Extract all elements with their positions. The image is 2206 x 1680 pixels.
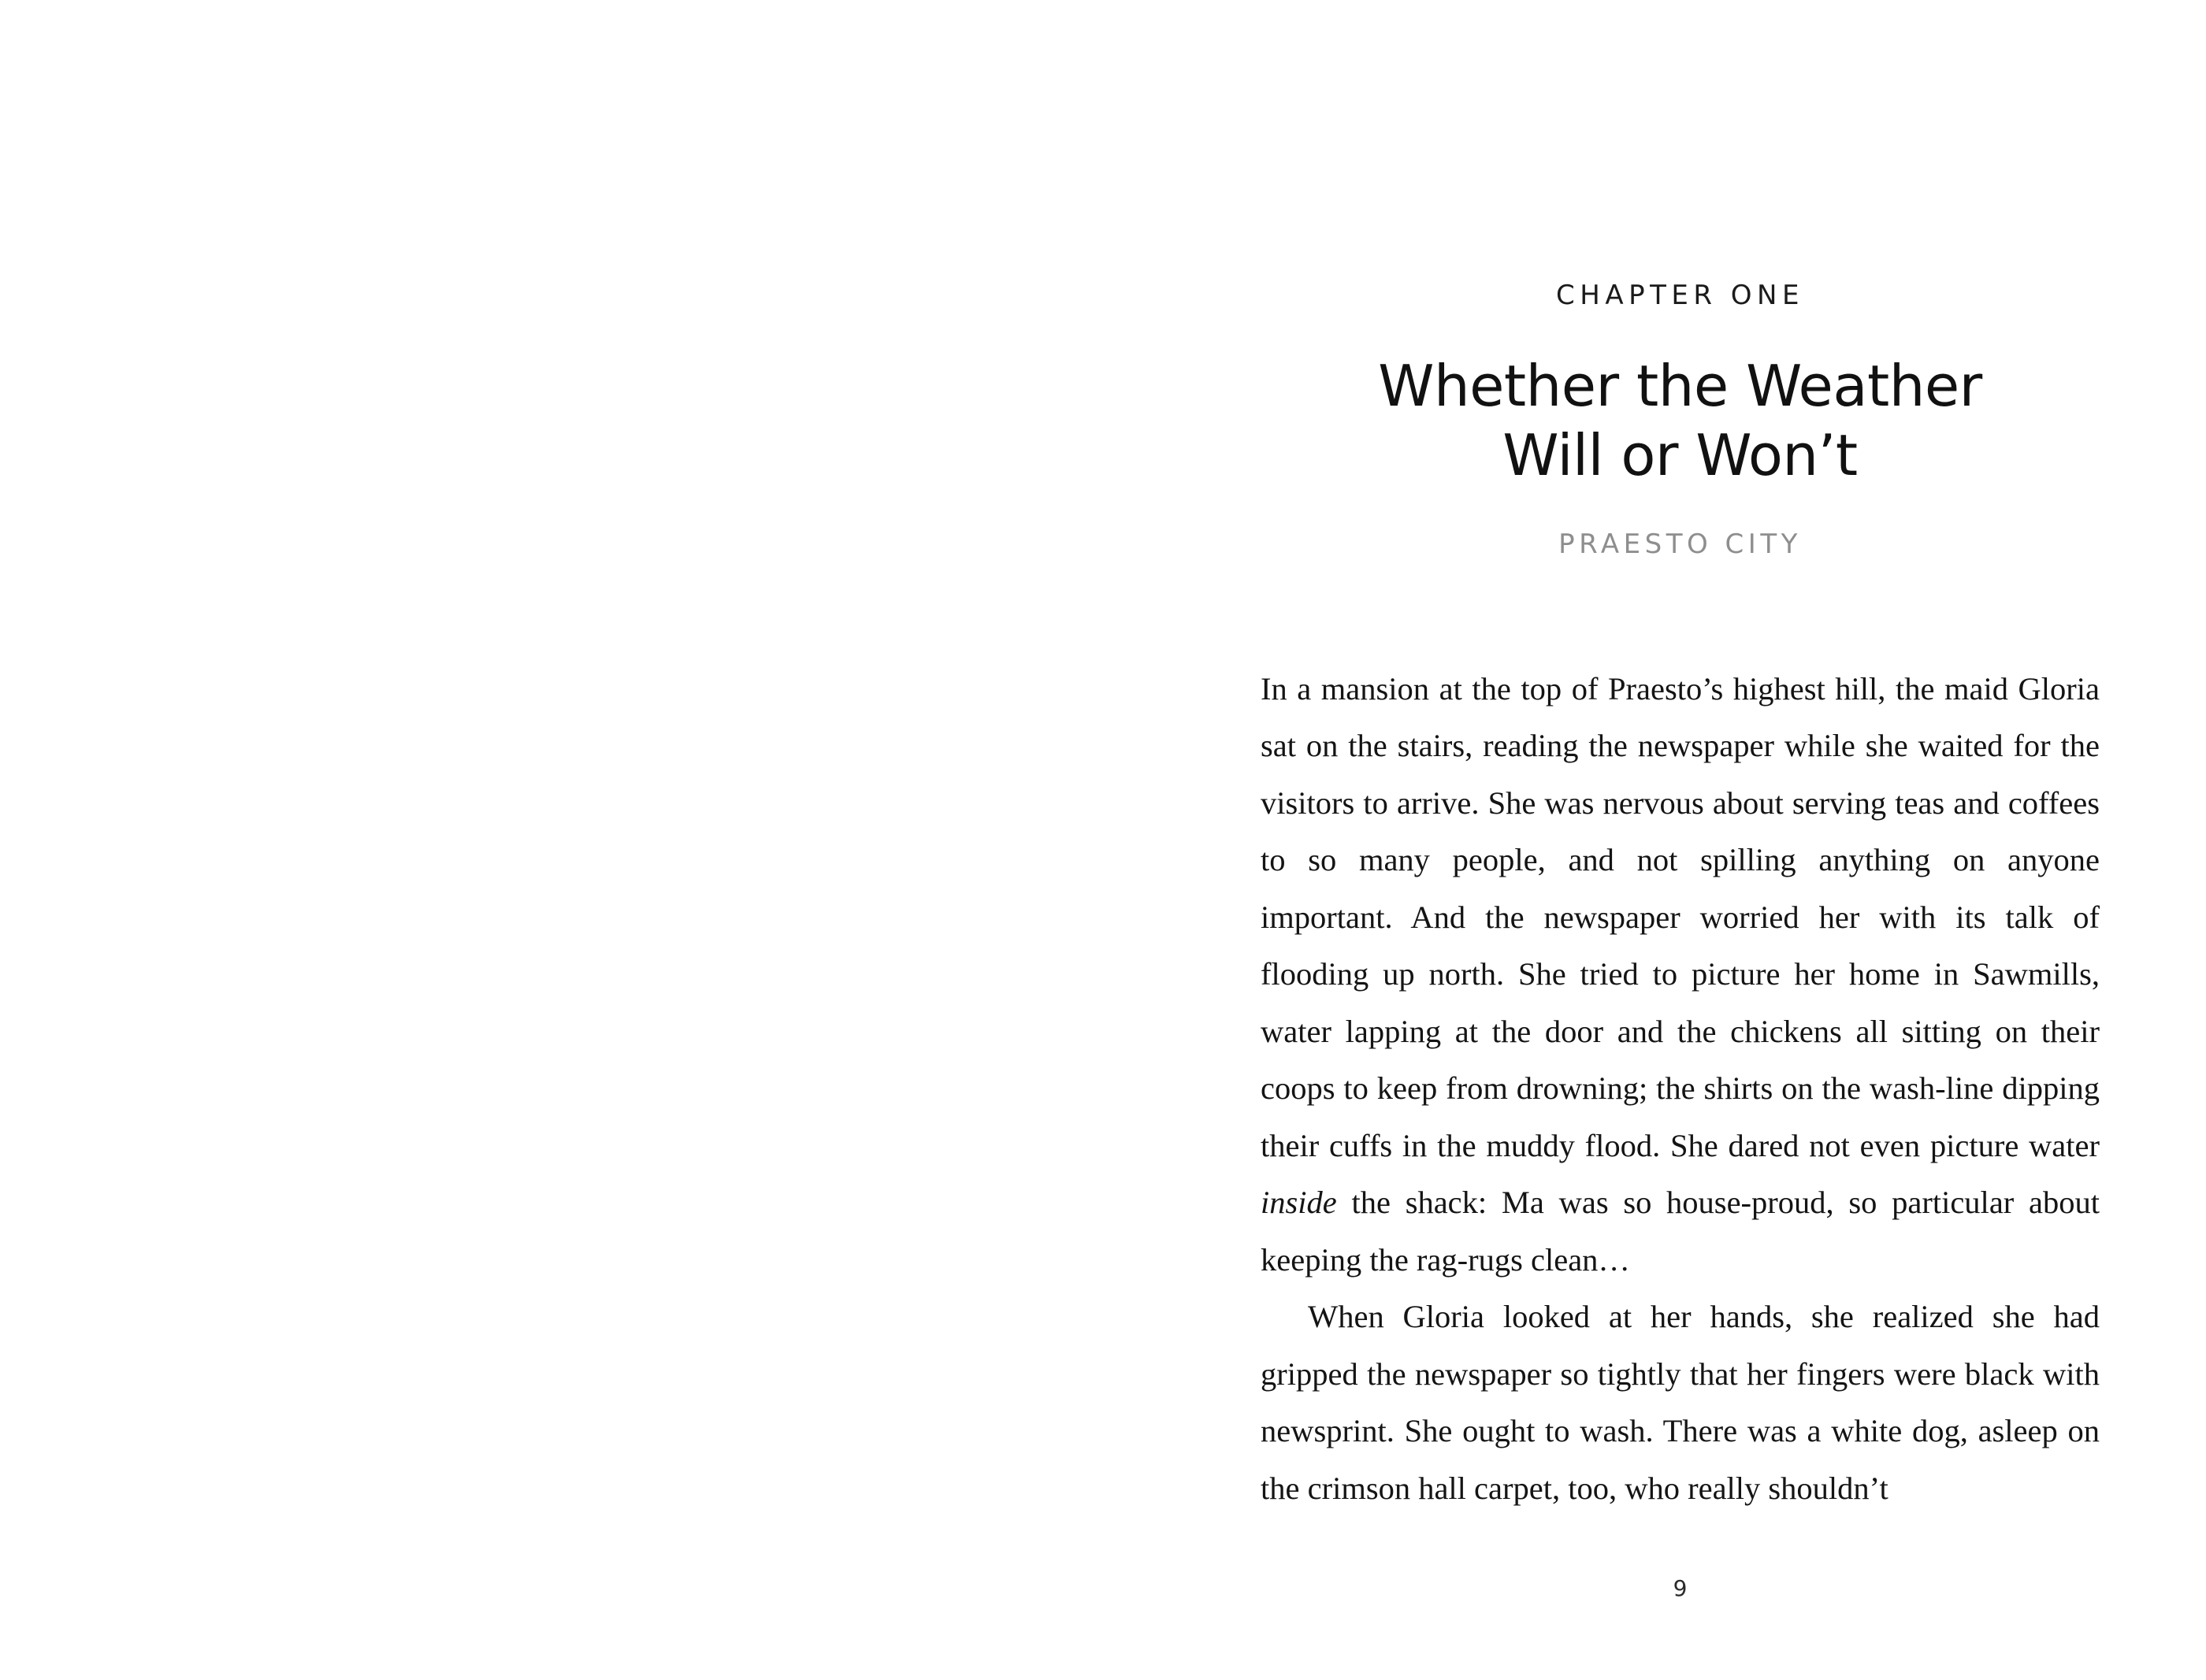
chapter-label: CHAPTER ONE bbox=[1556, 280, 1804, 311]
paragraph-two: When Gloria looked at her hands, she realized she had gripped the newspaper so tightly that her fingers were black with newsprint. She ought to wash. There was a white dog, asleep on the crimson hall carpet, too, who really shouldn’t bbox=[1261, 1299, 2100, 1506]
chapter-title-line-1: Whether the Weather bbox=[1378, 353, 1982, 419]
chapter-title-line-2: Will or Won’t bbox=[1502, 421, 1858, 488]
page-content bbox=[1261, 0, 2100, 1680]
paragraph-one-part-two: the shack: Ma was so house-proud, so particular about keeping the rag-rugs clean… bbox=[1261, 1185, 2100, 1278]
page-title bbox=[1261, 352, 2100, 491]
paragraph-one-emphasis: inside bbox=[1261, 1185, 1337, 1221]
paragraph-one-part-one: In a mansion at the top of Praesto’s highest hill, the maid Gloria sat on the stairs, reading the newspaper while she waited for the visitors to arrive. She was nervous about serving teas and coffees to so many people, and not spilling anything on anyone important. And the newspaper worried her with its talk of flooding up north. She tried to picture her home in Sawmills, water lapping at the door and the chickens all sitting on their coops to keep from drowning; the shirts on the wash-line dipping their cuffs in the muddy flood. She dared not even picture water bbox=[1261, 670, 2100, 1163]
page-number: 9 bbox=[1673, 1575, 1688, 1601]
chapter-subtitle: PRAESTO CITY bbox=[1558, 528, 1802, 560]
page-right bbox=[1103, 0, 2206, 1680]
body-text bbox=[1261, 661, 2100, 1517]
paragraph-one bbox=[1261, 661, 2100, 1289]
